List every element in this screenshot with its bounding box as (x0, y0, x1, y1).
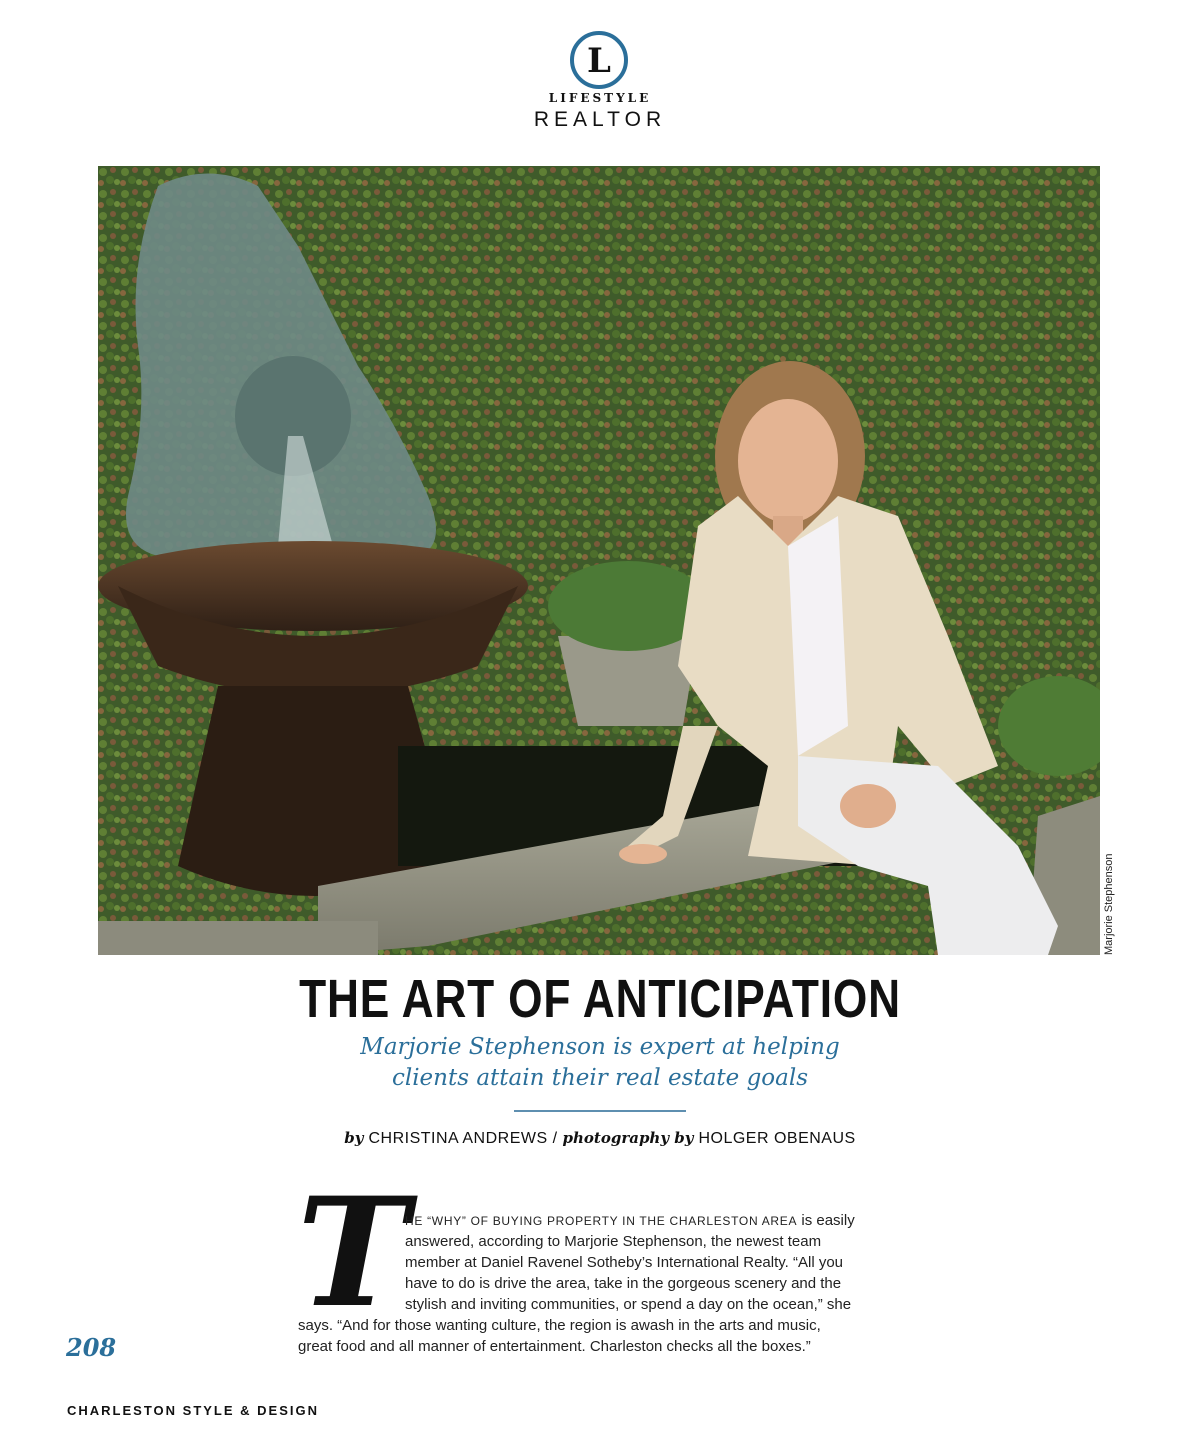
lifestyle-logo (570, 31, 628, 89)
subheadline (300, 1032, 900, 1094)
body-line: stylish and inviting communities, or spend a day on the ocean,” she (405, 1296, 852, 1313)
portrait-illustration (98, 166, 1100, 955)
author-name: CHRISTINA ANDREWS (368, 1130, 548, 1147)
body-line-1: is easily (797, 1212, 855, 1229)
body-line: have to do is drive the area, take in the gorgeous scenery and the (405, 1275, 842, 1292)
body-line: says. “And for those wanting culture, the region is awash in the arts and music, (298, 1317, 821, 1334)
drop-cap: T (297, 1165, 409, 1341)
logo-letter: L (587, 41, 611, 81)
photography-label: photography by (562, 1129, 694, 1147)
section-kicker: LIFESTYLE (548, 91, 652, 105)
subheadline-line-2: clients attain their real estate goals (391, 1065, 809, 1091)
page-number: 208 (66, 1333, 117, 1362)
portrait-photo (98, 166, 1100, 955)
byline (0, 1129, 1200, 1148)
magazine-name: CHARLESTON STYLE & DESIGN (67, 1403, 320, 1418)
divider (514, 1110, 686, 1112)
body-line: great food and all manner of entertainment. Charleston checks all the boxes.” (298, 1338, 811, 1355)
photo-credit: Marjorie Stephenson (1103, 853, 1115, 955)
section-title: REALTOR (533, 108, 667, 131)
body-line: member at Daniel Ravenel Sotheby’s International Realty. “All you (405, 1254, 844, 1271)
by-label: by (344, 1129, 364, 1147)
photographer-name: HOLGER OBENAUS (698, 1130, 856, 1147)
lead-in: HE “WHY” OF BUYING PROPERTY IN THE CHARLESTON AREA (405, 1214, 798, 1228)
body-line: answered, according to Marjorie Stephenson, the newest team (405, 1233, 822, 1250)
headline: THE ART OF ANTICIPATION (299, 969, 901, 1029)
subheadline-line-1: Marjorie Stephenson is expert at helping (360, 1034, 840, 1060)
body-line (405, 1210, 855, 1232)
byline-separator: / (552, 1130, 558, 1147)
